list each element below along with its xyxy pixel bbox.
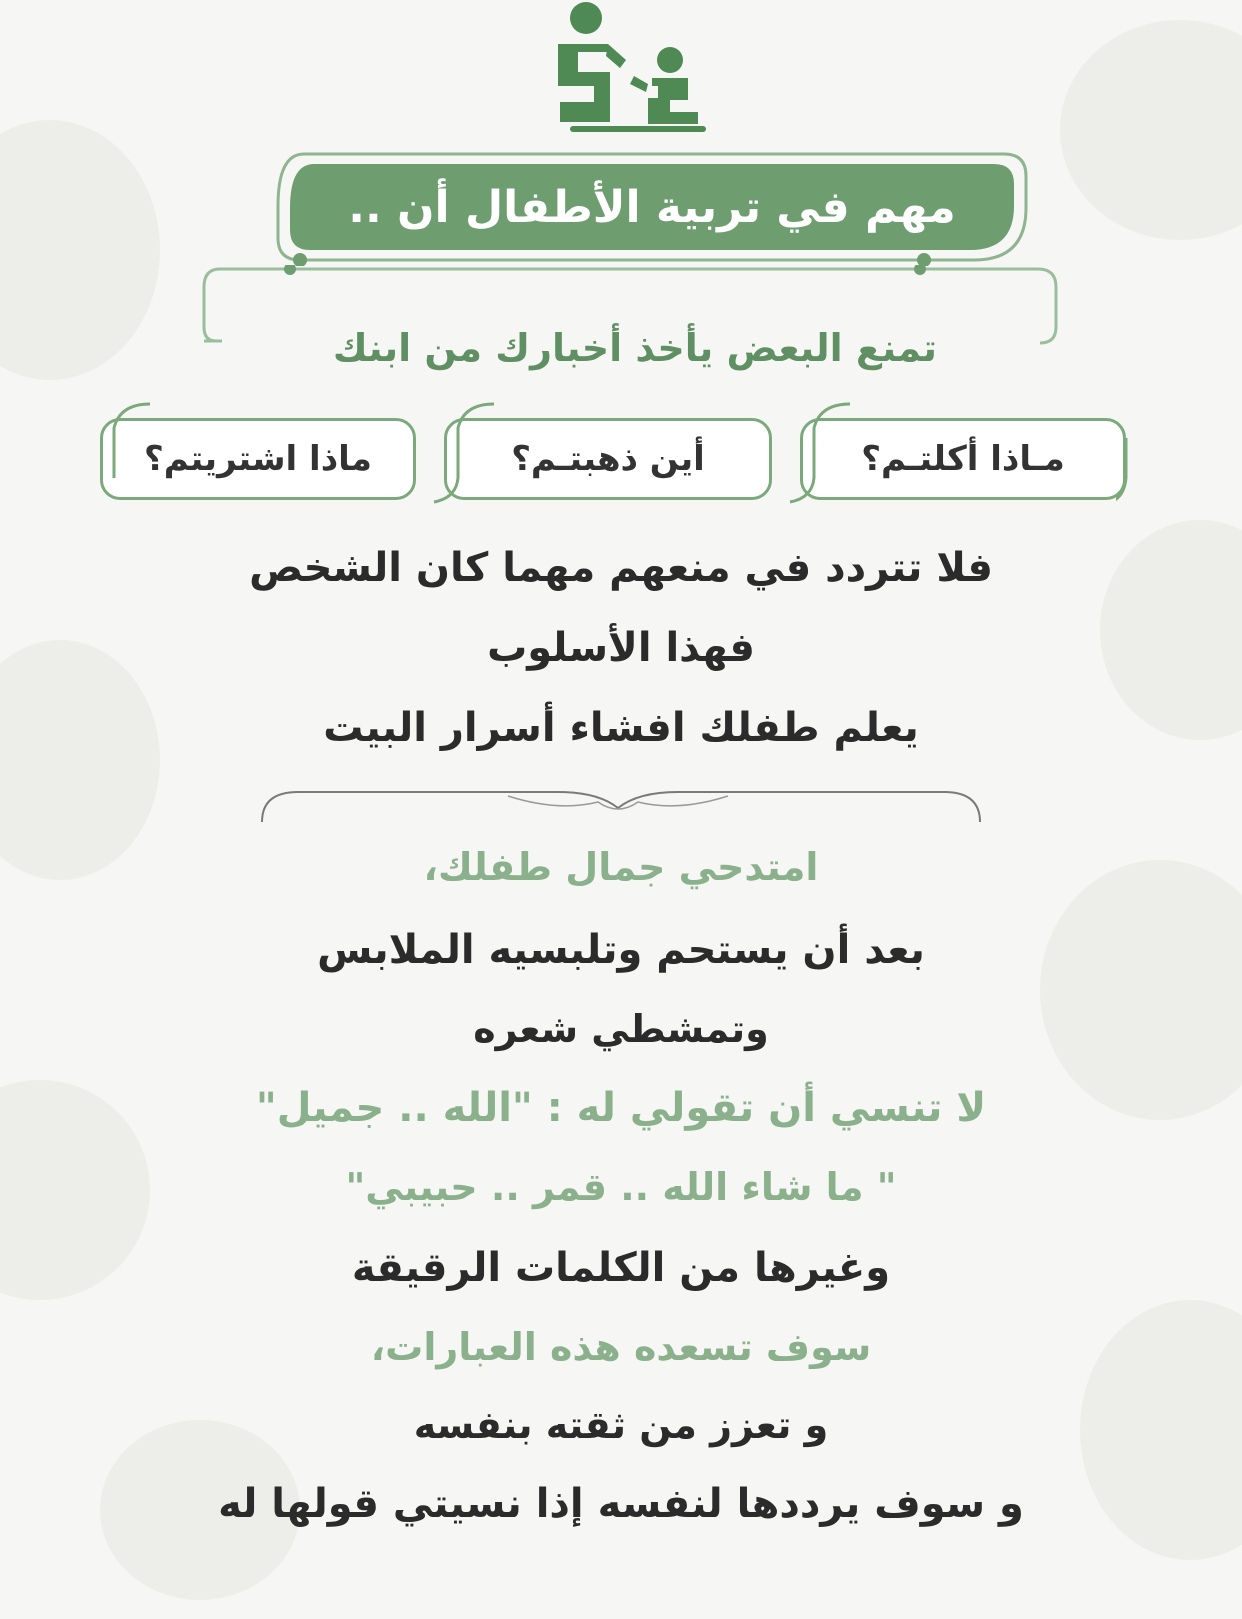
background-blob bbox=[1040, 860, 1242, 1120]
paragraph-line-highlight: سوف تسعده هذه العبارات، bbox=[370, 1325, 872, 1369]
background-blob bbox=[0, 120, 160, 380]
wavy-divider bbox=[258, 772, 984, 832]
page-title: مهم في تربية الأطفال أن .. bbox=[348, 181, 956, 233]
paragraph-line: فلا تتردد في منعهم مهما كان الشخص bbox=[249, 545, 993, 591]
paragraph-line: وتمشطي شعره bbox=[473, 1007, 769, 1051]
paragraph-line: يعلم طفلك افشاء أسرار البيت bbox=[323, 705, 919, 751]
bracket-decoration bbox=[80, 398, 170, 508]
question-box-what-ate: مـاذا أكلتـم؟ bbox=[800, 418, 1126, 500]
paragraph-line: وغيرها من الكلمات الرقيقة bbox=[351, 1245, 891, 1291]
paragraph-line-highlight: امتدحي جمال طفلك، bbox=[423, 845, 819, 889]
subtitle: تمنع البعض يأخذ أخبارك من ابنك bbox=[332, 326, 938, 370]
question-box-where-went: أين ذهبتـم؟ bbox=[444, 418, 772, 500]
paragraph-line: و سوف يرددها لنفسه إذا نسيتي قولها له bbox=[218, 1481, 1024, 1527]
parent-child-icon bbox=[548, 0, 728, 140]
paragraph-line: فهذا الأسلوب bbox=[487, 625, 755, 671]
background-blob bbox=[0, 640, 160, 880]
paragraph-line-highlight: لا تنسي أن تقولي له : "الله .. جميل" bbox=[255, 1085, 987, 1131]
bracket-decoration bbox=[424, 398, 514, 508]
title-banner bbox=[274, 148, 1030, 266]
bracket-decoration bbox=[780, 398, 870, 508]
background-blob bbox=[1060, 20, 1242, 240]
question-box-what-bought: ماذا اشتريتم؟ bbox=[100, 418, 416, 500]
paragraph-line-highlight: " ما شاء الله .. قمر .. حبيبي" bbox=[345, 1165, 897, 1209]
paragraph-line: و تعزز من ثقته بنفسه bbox=[413, 1403, 829, 1447]
bracket-decoration bbox=[1116, 398, 1206, 508]
paragraph-line: بعد أن يستحم وتلبسيه الملابس bbox=[317, 927, 925, 973]
